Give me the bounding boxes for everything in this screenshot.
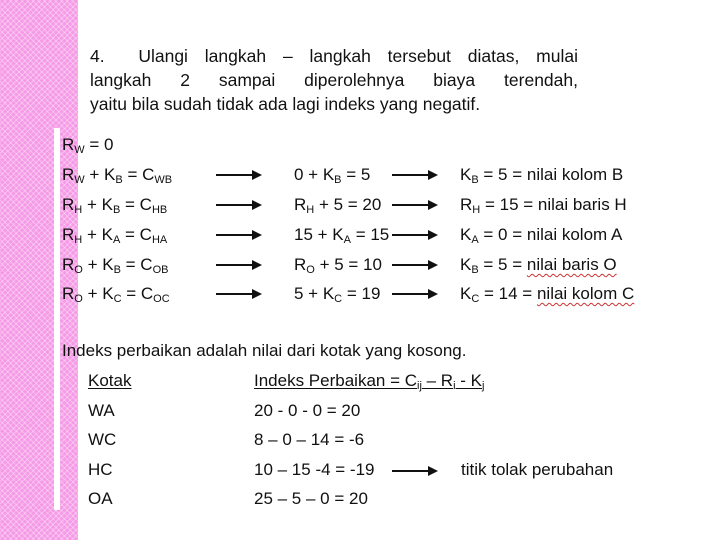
cell-index: 10 – 15 -4 = -19 — [254, 460, 375, 479]
equation-row — [0, 135, 720, 161]
equation-middle: $15 + K_A = 15$ — [294, 225, 390, 246]
right-arrow-icon — [392, 466, 438, 476]
turning-point-label: titik tolak perubahan — [461, 460, 614, 479]
cell-name: WC — [88, 430, 117, 449]
right-arrow-icon — [216, 289, 262, 299]
equation-left: $R_H + K_B = C_{HB}$ — [62, 195, 168, 216]
cell-index: 8 – 0 – 14 = -6 — [254, 430, 365, 449]
equation-row — [0, 165, 720, 191]
right-arrow-icon — [216, 260, 262, 270]
equation-left: $R_H + K_A = C_{HA}$ — [62, 225, 168, 246]
right-arrow-icon — [392, 200, 438, 210]
right-arrow-icon — [392, 289, 438, 299]
equation-middle: $R_O + 5 = 10$ — [294, 255, 382, 276]
equation-row — [0, 225, 720, 251]
cell-name: HC — [88, 460, 113, 479]
step-number: 4. — [90, 46, 105, 66]
equation-result: $K_C = 14$ = nilai kolom C — [460, 284, 635, 305]
equation-row — [0, 195, 720, 221]
equation-row — [0, 255, 720, 281]
table-row — [0, 401, 720, 429]
heading-line-1: Ulangi langkah – langkah tersebut diatas, mulai — [138, 46, 579, 66]
spellcheck-text: nilai baris O — [526, 255, 617, 274]
cell-name: OA — [88, 489, 113, 508]
equation-result: $K_A = 0$ = nilai kolom A — [460, 225, 623, 246]
right-arrow-icon — [216, 230, 262, 240]
right-arrow-icon — [392, 230, 438, 240]
right-arrow-icon — [392, 170, 438, 180]
equation-left: $R_O + K_B = C_{OB}$ — [62, 255, 169, 276]
spellcheck-text: nilai kolom C — [536, 284, 635, 303]
column-header-kotak: Kotak — [88, 371, 132, 390]
table-header — [0, 371, 720, 399]
equation-row — [0, 284, 720, 310]
equation-left: $R_W + K_B = C_{WB}$ — [62, 165, 173, 186]
equation-middle: $5 + K_C = 19$ — [294, 284, 381, 305]
equation-result: $R_H = 15$ = nilai baris H — [460, 195, 627, 216]
step-heading — [90, 44, 578, 116]
right-arrow-icon — [216, 170, 262, 180]
heading-line-3: yaitu bila sudah tidak ada lagi indeks yang negatif. — [90, 94, 481, 114]
right-arrow-icon — [216, 200, 262, 210]
improvement-index-note: Indeks perbaikan adalah nilai dari kotak yang kosong. — [62, 341, 467, 360]
equation-left: $R_W = 0$ — [62, 135, 114, 156]
heading-line-2: langkah 2 sampai diperolehnya biaya terendah, — [90, 70, 578, 90]
equation-left: $R_O + K_C = C_{OC}$ — [62, 284, 170, 305]
table-row — [0, 460, 720, 488]
cell-name: WA — [88, 401, 115, 420]
table-row — [0, 430, 720, 458]
equation-middle: $R_H + 5 = 20$ — [294, 195, 382, 216]
equation-result: $K_B = 5$ = nilai kolom B — [460, 165, 624, 186]
equation-result: $K_B = 5$ = nilai baris O — [460, 255, 617, 276]
table-row — [0, 489, 720, 517]
cell-index: 20 - 0 - 0 = 20 — [254, 401, 361, 420]
column-header-index: Indeks Perbaikan = $C_{ij} - R_i - K_j$ — [254, 371, 485, 392]
cell-index: 25 – 5 – 0 = 20 — [254, 489, 368, 508]
right-arrow-icon — [392, 260, 438, 270]
equation-middle: $0 + K_B = 5$ — [294, 165, 371, 186]
